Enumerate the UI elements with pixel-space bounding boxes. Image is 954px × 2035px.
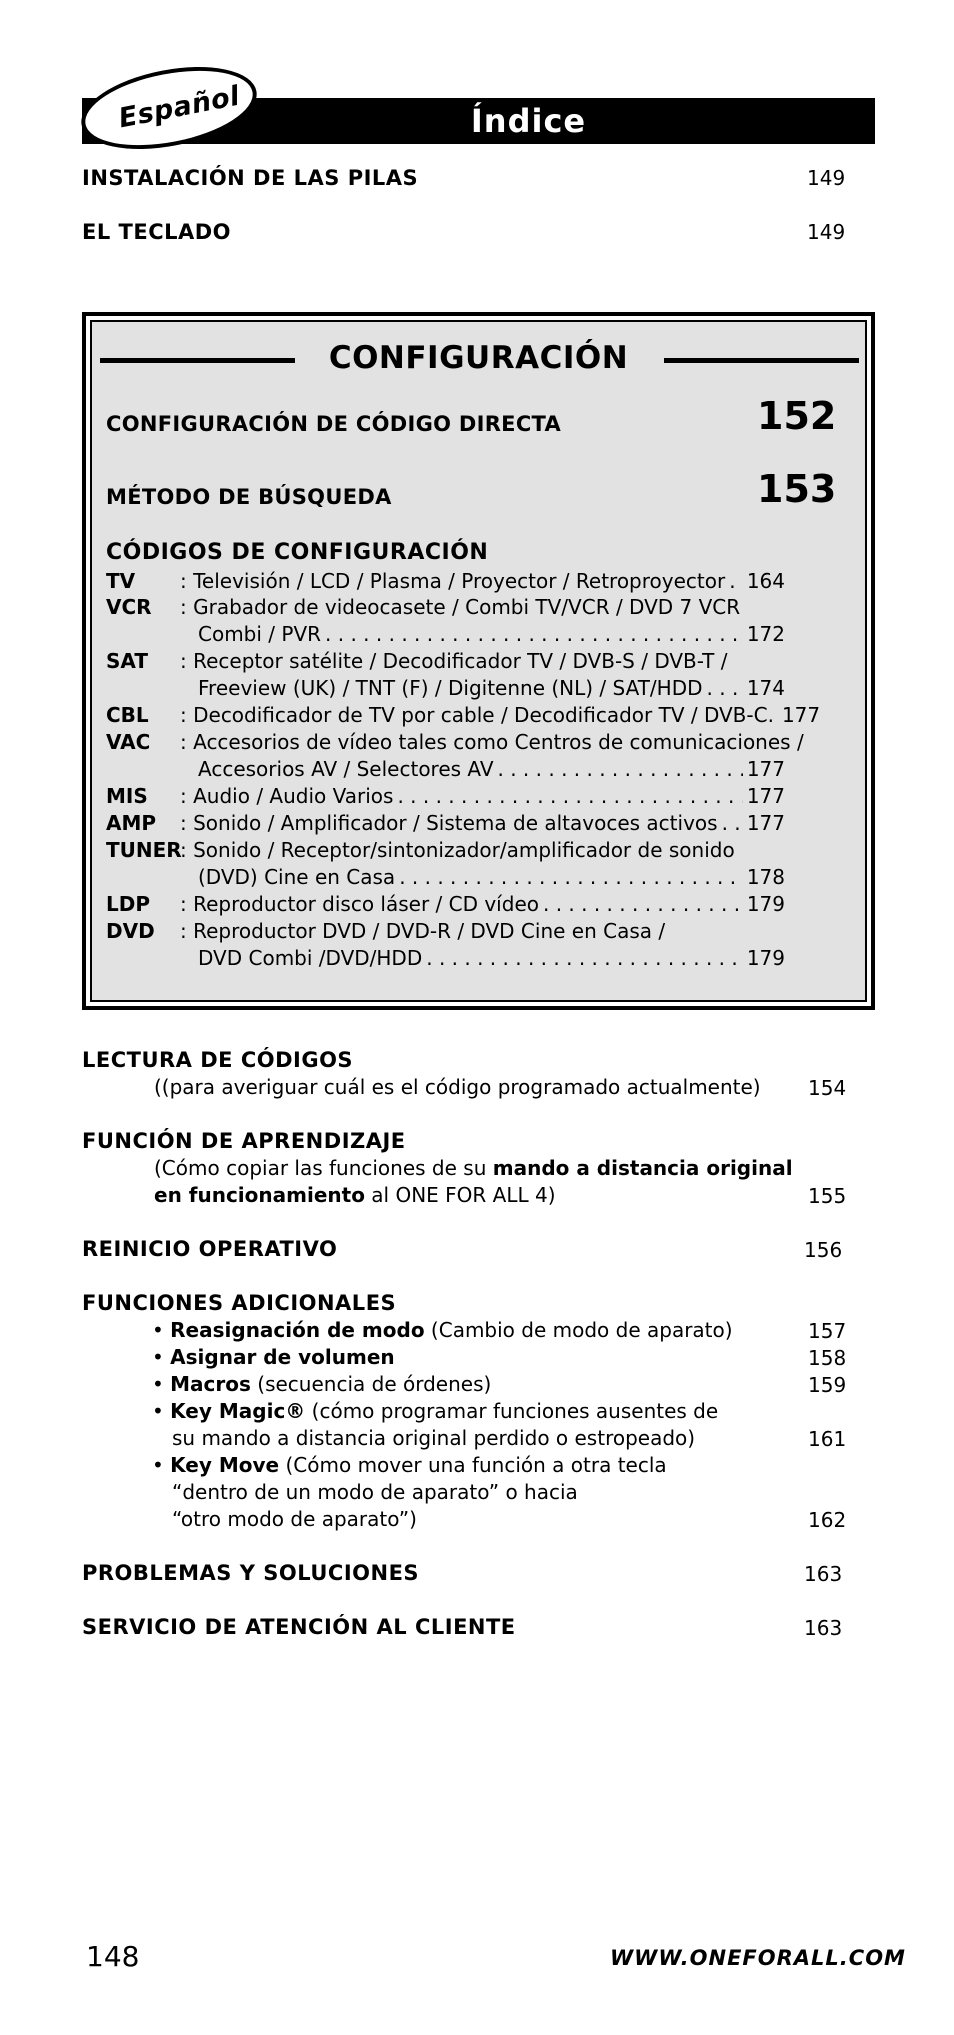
code-entry-page: 172 — [746, 622, 785, 646]
search-method-page: 153 — [757, 467, 837, 511]
code-entry-text: Accesorios AV / Selectores AV — [198, 757, 494, 781]
code-entry-tuner-cont — [198, 865, 785, 889]
code-abbr-ldp: LDP — [106, 892, 151, 916]
toc-item-label: EL TECLADO — [82, 220, 232, 244]
code-abbr-vac: VAC — [106, 730, 151, 754]
code-entry-tv: : Televisión / LCD / Plasma / Proyector / Retroproyector . . . 164 — [180, 569, 785, 593]
code-entry-dvd: : Reproductor DVD / DVD-R / DVD Cine en Casa / — [180, 919, 666, 943]
text-plain: (cómo programar funciones ausentes de — [305, 1399, 719, 1423]
code-entry-page: 179 — [746, 892, 785, 916]
list-item-key-move — [152, 1453, 667, 1477]
section-page-learning: 155 — [808, 1184, 847, 1208]
bullet: • — [152, 1399, 164, 1423]
code-abbr-vcr: VCR — [106, 595, 152, 619]
list-item-key-magic — [152, 1399, 718, 1423]
code-entry-text: Combi / PVR — [198, 622, 322, 646]
code-entry-page: 177 — [781, 703, 821, 727]
code-entry-cbl: : Decodificador de TV por cable / Decodificador TV / DVB-C. 177 — [180, 703, 821, 727]
code-entry-text: (DVD) Cine en Casa — [198, 865, 396, 889]
configuration-panel — [90, 320, 867, 1002]
code-entry-page: 178 — [746, 865, 785, 889]
dot-leader — [729, 569, 743, 593]
code-entry-sat-cont — [198, 676, 785, 700]
section-text-code-readout: ((para averiguar cuál es el código programado actualmente) — [154, 1075, 761, 1099]
page-title: Índice — [470, 102, 587, 140]
list-item-macros — [152, 1372, 491, 1396]
code-entry-text: Decodificador de TV por cable / Decodificador TV / DVB-C. — [193, 703, 774, 727]
list-item-page: 157 — [808, 1319, 847, 1343]
code-abbr-tuner: TUNER — [106, 838, 182, 862]
dot-leader — [325, 622, 743, 646]
code-abbr-sat: SAT — [106, 649, 148, 673]
toc-item-page: 149 — [807, 220, 846, 244]
text-plain: (Cómo mover una función a otra tecla — [279, 1453, 667, 1477]
code-entry-mis: : Audio / Audio Varios . . . 177 — [180, 784, 785, 808]
text-bold: en funcionamiento — [154, 1183, 365, 1207]
text-plain: (secuencia de órdenes) — [250, 1372, 492, 1396]
text-bold: Key Magic® — [170, 1399, 306, 1423]
list-item-volume-assign — [152, 1345, 395, 1369]
code-entry-text: Reproductor DVD / DVD-R / DVD Cine en Casa / — [193, 919, 666, 943]
bullet: • — [152, 1372, 164, 1396]
code-entry-text: Freeview (UK) / TNT (F) / Digitenne (NL) / SAT/HDD — [198, 676, 703, 700]
section-page-troubleshooting: 163 — [804, 1562, 843, 1586]
bullet: • — [152, 1318, 164, 1342]
list-item-page: 161 — [808, 1427, 847, 1451]
text-plain: (Cómo copiar las funciones de su — [154, 1156, 493, 1180]
code-entry-page: 164 — [746, 569, 785, 593]
dot-leader — [426, 946, 743, 970]
code-entry-vcr: : Grabador de videocasete / Combi TV/VCR / DVD 7 VCR — [180, 595, 741, 619]
list-item-page: 159 — [808, 1373, 847, 1397]
code-entry-vcr-cont — [198, 622, 785, 646]
code-entry-page: 179 — [746, 946, 785, 970]
text-bold: Macros — [170, 1372, 251, 1396]
configuration-box — [82, 312, 875, 1010]
code-abbr-mis: MIS — [106, 784, 148, 808]
dot-leader — [498, 757, 743, 781]
footer-url: WWW.ONEFORALL.COM — [610, 1946, 906, 1970]
text-plain: (Cambio de modo de aparato) — [424, 1318, 733, 1342]
code-entry-amp: : Sonido / Amplificador / Sistema de altavoces activos . . . 177 — [180, 811, 785, 835]
dot-leader — [543, 892, 743, 916]
toc-item-keypad — [82, 220, 846, 250]
code-entry-text: Accesorios de vídeo tales como Centros de comunicaciones / — [193, 730, 804, 754]
code-entry-text: Grabador de videocasete / Combi TV/VCR / DVD 7 VCR — [193, 595, 741, 619]
direct-setup-page: 152 — [757, 394, 837, 438]
text-plain: al ONE FOR ALL 4) — [364, 1183, 556, 1207]
list-item-mode-reassign — [152, 1318, 733, 1342]
code-entry-ldp: : Reproductor disco láser / CD vídeo . . . 179 — [180, 892, 785, 916]
list-item-key-move-cont: “dentro de un modo de aparato” o hacia — [172, 1480, 578, 1504]
section-heading-reset: REINICIO OPERATIVO — [82, 1237, 338, 1261]
code-entry-text: Televisión / LCD / Plasma / Proyector / Retroproyector — [193, 569, 726, 593]
code-entry-sat: : Receptor satélite / Decodificador TV / DVB-S / DVB-T / — [180, 649, 728, 673]
bullet: • — [152, 1345, 164, 1369]
code-entry-page: 177 — [746, 811, 785, 835]
code-entry-vac: : Accesorios de vídeo tales como Centros de comunicaciones / — [180, 730, 804, 754]
list-item-page: 158 — [808, 1346, 847, 1370]
text-bold: Reasignación de modo — [170, 1318, 425, 1342]
toc-item-label: INSTALACIÓN DE LAS PILAS — [82, 166, 419, 190]
code-abbr-amp: AMP — [106, 811, 157, 835]
section-heading-customer-service: SERVICIO DE ATENCIÓN AL CLIENTE — [82, 1615, 516, 1639]
bullet: • — [152, 1453, 164, 1477]
text-bold: mando a distancia original — [492, 1156, 793, 1180]
list-item-page: 162 — [808, 1508, 847, 1532]
code-entry-page: 177 — [746, 784, 785, 808]
code-entry-page: 174 — [746, 676, 785, 700]
toc-item-page: 149 — [807, 166, 846, 190]
code-abbr-tv: TV — [106, 569, 136, 593]
dot-leader — [707, 676, 743, 700]
section-heading-extra-functions: FUNCIONES ADICIONALES — [82, 1291, 397, 1315]
section-page-reset: 156 — [804, 1238, 843, 1262]
section-heading-troubleshooting: PROBLEMAS Y SOLUCIONES — [82, 1561, 420, 1585]
language-badge-label: Español — [116, 80, 243, 135]
code-entry-dvd-cont — [198, 946, 785, 970]
code-entry-text: Sonido / Amplificador / Sistema de altavoces activos — [193, 811, 718, 835]
code-entry-tuner: : Sonido / Receptor/sintonizador/amplificador de sonido — [180, 838, 735, 862]
code-entry-vac-cont — [198, 757, 785, 781]
code-abbr-dvd: DVD — [106, 919, 155, 943]
section-text-learning-line1 — [154, 1156, 793, 1180]
section-page-customer-service: 163 — [804, 1616, 843, 1640]
list-item-key-move-cont: “otro modo de aparato”) — [172, 1507, 417, 1531]
code-entry-text: DVD Combi /DVD/HDD — [198, 946, 423, 970]
configuration-title: CONFIGURACIÓN — [328, 340, 629, 376]
dot-leader — [399, 865, 743, 889]
list-item-key-magic-cont: su mando a distancia original perdido o estropeado) — [172, 1426, 696, 1450]
section-heading-learning: FUNCIÓN DE APRENDIZAJE — [82, 1129, 406, 1153]
dot-leader — [397, 784, 742, 808]
toc-item-batteries — [82, 166, 846, 196]
code-entry-text: Reproductor disco láser / CD vídeo — [193, 892, 539, 916]
code-entry-page: 177 — [746, 757, 785, 781]
code-entry-text: Receptor satélite / Decodificador TV / DVB-S / DVB-T / — [193, 649, 728, 673]
search-method-label: MÉTODO DE BÚSQUEDA — [106, 485, 392, 509]
section-page-code-readout: 154 — [808, 1076, 847, 1100]
dot-leader — [722, 811, 743, 835]
code-entry-text: Audio / Audio Varios — [193, 784, 394, 808]
text-bold: Key Move — [170, 1453, 280, 1477]
section-text-learning-line2 — [154, 1183, 556, 1207]
setup-codes-heading: CÓDIGOS DE CONFIGURACIÓN — [106, 540, 489, 565]
section-heading-code-readout: LECTURA DE CÓDIGOS — [82, 1048, 354, 1072]
code-entry-text: Sonido / Receptor/sintonizador/amplificador de sonido — [193, 838, 735, 862]
page-number: 148 — [86, 1940, 140, 1973]
code-abbr-cbl: CBL — [106, 703, 149, 727]
text-bold: Asignar de volumen — [170, 1345, 395, 1369]
direct-setup-label: CONFIGURACIÓN DE CÓDIGO DIRECTA — [106, 412, 562, 436]
